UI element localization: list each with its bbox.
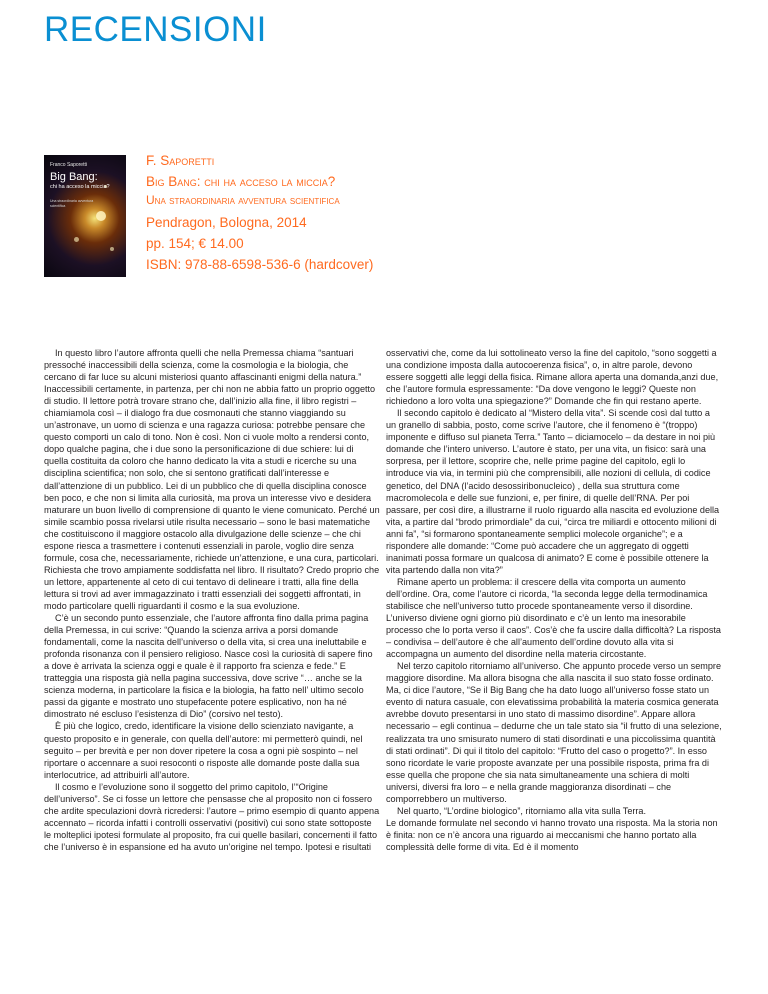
book-title: Big Bang: chi ha acceso la miccia? bbox=[146, 174, 336, 189]
cover-spark bbox=[96, 211, 106, 221]
book-isbn: ISBN: 978-88-6598-536-6 (hardcover) bbox=[146, 257, 374, 272]
review-paragraph: C’è un secondo punto essenziale, che l’autore affronta fino dalla prima pagina della Premessa, in cui scrive: “Quando la scienza arriva a porsi domande fondamentali, come la nascita dell’universo o della vita, si crea una ineluttabile e profonda risonanza con il pensiero religioso. Nasce così la curiosità di sapere fino a dove è arrivata la scienza oggi e quale è il rapporto fra scienza e fede.” E tratteggia una risposta già nella pagina successiva, dove scrive “… anche se la scienza moderna, in particolare la fisica e la biologia, ha fatto nell’ ultimo secolo passi da gigante e mostrato uno stupefacente potere esplicativo, non ha né dimostrato né escluso l’esistenza di Dio” (corsivo nel testo). bbox=[44, 613, 373, 720]
review-paragraph: Il cosmo e l’evoluzione sono il soggetto del primo capitolo, l’“Origine dell’universo”. Se ci fosse un lettore che pensasse che al proposito non ci fossero che ardite speculazioni dovrà ricredersi: l’autore – primo esempio di quanto appena accennato – ricorda infatti i controlli osservativi (positivi) cui sono state sottoposte le molteplici ipotesi formulate al proposito, fra cui quelle basilari, concernenti il fatto che l’universo è in espansione ed ha avuto un’origine nel tempo. Ipotesi e risultati bbox=[44, 781, 380, 852]
review-paragraph: È più che logico, credo, identificare la visione dello scienziato navigante, a questo proposito e in generale, con quella dell’autore: mi permetterò quindi, nel seguito – per brevità e per non dover ripetere la cosa a ogni piè sospinto – nel riportare o accennare a suoi resoconti o risposte alle domande poste dalla sua interlocutrice, ad attribuirli all’autore. bbox=[44, 721, 363, 780]
book-author: F. Saporetti bbox=[146, 153, 215, 168]
cover-title: Big Bang: bbox=[50, 171, 98, 183]
review-paragraph: osservativi che, come da lui sottolineato verso la fine del capitolo, “sono soggetti a una condizione imposta dalla autocoerenza fisica”, o, in altre parole, devono essere soggetti alle leggi della fisica. Rimane allora aperta una domanda,anzi due, che l’autore formula espressamente: “Da dove vengono le leggi? Queste non richiedono a loro volta una spiegazione?” Domande che fin qui restano aperte. bbox=[386, 348, 719, 407]
cover-subtitle: chi ha acceso la miccia? bbox=[50, 184, 110, 190]
cover-author: Franco Saporetti bbox=[50, 162, 87, 168]
review-paragraph: In questo libro l’autore affronta quelli che nella Premessa chiama “santuari pressoché inaccessibili della scienza, come la cosmologia e la biologia, che cercano di far luce su alcuni misteriosi quanto affascinanti enigmi della natura.” Inaccessibili certamente, in partenza, per chi non ne abbia fatto un proprio oggetto di studio. Il lettore potrà trovare strano che, dall’inizio alla fine, il libro registri – chiamiamola così – il dialogo fra due cosmonauti che stanno viaggiando su un’astronave, un uomo di scienza e una ragazza curiosa: potrebbe pensare che questo comporti un calo di tono. Non è così. Non ci vuole molto a rendersi conto, dopo qualche pagina, che i due sono la personificazione di due schiere: lui di quella costituita da coloro che hanno dedicato la vita a studi e ricerche su una disciplina scientifica; non solo, che si sentono gratificati dall’interesse e dall’attenzione di un pubblico. Lei di un pubblico che di quella disciplina conosce ben poco, e che non si limita alla curiosità, ma prova un interesse vivo e desidera maturare un buon livello di comprensione di quanto le viene comunicato. Perché un simile scambio possa rivelarsi utile risulta necessario – sono le basi matematiche che costituiscono il maggiore ostacolo alla divulgazione delle scienze – che chi espone riesca a trasmettere i contenuti essenziali in parole, voglio dire senza formule, cosa che, necessariamente, richiede un’attenzione, e una cura, particolari. Richiesta che trovo ampiamente soddisfatta nel libro. Il risultato? Credo proprio che un lettore, appartenente al ceto di cui tentavo di delineare i tratti, alla fine della lettura si trovi ad aver immagazzinato i tratti essenziali dei soggetti affrontati, in modo particolare quelli riguardanti il cosmo e la sua evoluzione. bbox=[44, 348, 380, 611]
review-column-left bbox=[44, 347, 380, 853]
review-paragraph: Le domande formulate nel secondo vi hanno trovato una risposta. Ma la storia non è finita: non ce n’è ancora una riguardo ai meccanismi che hanno portato alla complessità delle forme di vita. Ed è il momento bbox=[386, 817, 718, 852]
book-metadata bbox=[146, 150, 576, 275]
book-publisher: Pendragon, Bologna, 2014 bbox=[146, 215, 307, 230]
review-column-right bbox=[386, 347, 722, 853]
book-pages-price: pp. 154; € 14.00 bbox=[146, 236, 244, 251]
cover-spark bbox=[74, 237, 79, 242]
review-paragraph: Il secondo capitolo è dedicato al “Mistero della vita”. Si scende così dal tutto a un granello di sabbia, posto, come scrive l’autore, che il fenomeno è “(troppo) imponente e diffuso sul pianeta Terra.” Tanto – diciamocelo – da destare in noi più domande che l’intero universo. L’autore è stato, per una vita, un fisico: sarà una sorpresa, per il lettore, scoprire che, nelle prime pagine del capitolo, egli lo introduce via via, in termini più che comprensibili, alle nozioni di cellula, di codice genetico, del DNA (l’acido desossiribonucleico) , della sua struttura come macromolecola e delle sue funzioni, e, per finire, di quelle dell’RNA. Per poi passare, per così dire, a illustrarne il ruolo riguardo alla nascita ed evoluzione della vita, a partire dal “brodo primordiale” da cui, “circa tre miliardi e ottocento milioni di anni fa”, “si formarono spontaneamente semplici molecole organiche”; e a rispondere alle domande: “Come può accadere che un aggregato di oggetti inanimati possa formare un qualcosa di animato? E come è possibile ottenere la vita partendo dalla non vita?” bbox=[386, 408, 720, 575]
cover-spark bbox=[110, 247, 114, 251]
cover-note: Una straordinaria avventura scientifica bbox=[50, 199, 94, 208]
review-paragraph: Rimane aperto un problema: il crescere della vita comporta un aumento dell’ordine. Ora, come l’autore ci ricorda, “la seconda legge della termodinamica stabilisce che nell’universo tutto procede spontaneamente verso il disordine. L’universo diviene ogni giorno più disordinato e c’è un lento ma inesorabile processo che lo porta verso il caos”. Cos’è che fa uscire dalla difficoltà? La risposta – condivisa – dell’autore è che all’aumento dell’ordine dovuto alla vita si accompagna un aumento del disordine nella materia circostante. bbox=[386, 576, 721, 660]
book-subtitle: Una straordinaria avventura scientifica bbox=[146, 193, 340, 207]
section-title: RECENSIONI bbox=[44, 10, 267, 49]
review-paragraph: Nel terzo capitolo ritorniamo all’universo. Che appunto procede verso un sempre maggiore disordine. Ma allora bisogna che alla nascita il suo stato fosse ordinato. Ma, ci dice l’autore, “Se il Big Bang che ha dato luogo all’universo fosse stato un evento di natura casuale, con elevatissima probabilità la materia cosmica generata avrebbe dovuto presentarsi in uno stato di massimo disordine”. Appare allora necessario – egli continua – dedurne che un tale stato sia “il frutto di una selezione, realizzata tra uno smisurato numero di stati disordinati e una piccolissima quantità di stati ordinati”. Di qui il titolo del capitolo: “Frutto del caso o progetto?”. In esso sono ricordate le varie proposte avanzate per una possibile risposta, prima fra di esse quella che propone che sia nata simultaneamente una schiera di molti universi, diversi fra loro – e nella grande maggioranza disordinati – che comporrebbero un multiverso. bbox=[386, 661, 722, 804]
review-paragraph: Nel quarto, “L’ordine biologico”, ritorniamo alla vita sulla Terra. bbox=[397, 805, 647, 816]
book-cover-image bbox=[44, 155, 126, 277]
